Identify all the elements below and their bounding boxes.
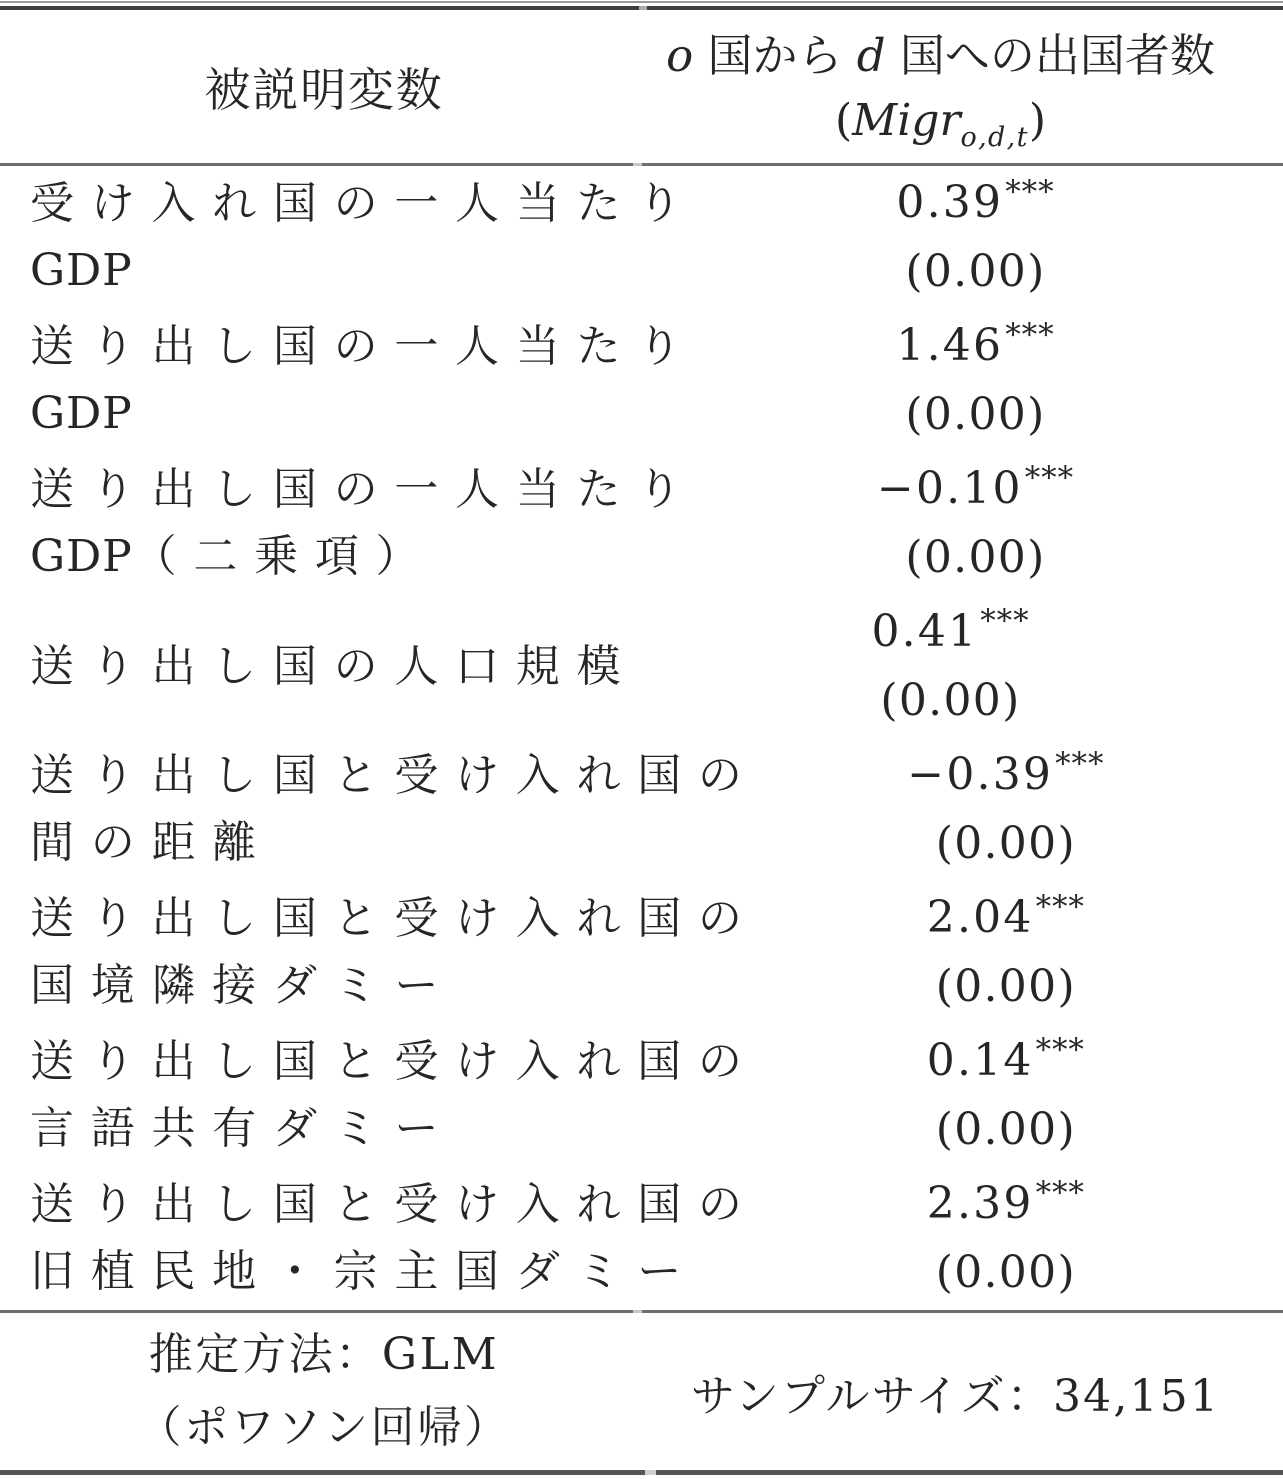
coefficient-value bbox=[927, 1032, 1085, 1094]
standard-error: (0.00) bbox=[935, 1104, 1076, 1156]
value-cell bbox=[698, 452, 1283, 595]
significance-stars: *** bbox=[1055, 745, 1105, 782]
coefficient-number: 2.04 bbox=[926, 891, 1034, 943]
significance-stars: *** bbox=[980, 602, 1030, 639]
significance-stars: *** bbox=[1035, 888, 1085, 925]
label-line1: 送り出し国と受け入れ国の bbox=[30, 750, 759, 801]
label-line2-cjk: 間の距離 bbox=[30, 817, 273, 868]
standard-error: (0.00) bbox=[905, 532, 1046, 584]
table-row-colonial-dummy bbox=[0, 1167, 1283, 1310]
significance-stars: *** bbox=[1005, 316, 1055, 353]
standard-error: (0.00) bbox=[905, 389, 1046, 441]
table-row-origin-gdp bbox=[0, 309, 1283, 452]
value-cell bbox=[759, 881, 1283, 1024]
top-rule-thin bbox=[0, 1, 1283, 3]
value-cell bbox=[648, 595, 1283, 738]
variable-label bbox=[0, 309, 698, 452]
table-row-common-language-dummy bbox=[0, 1024, 1283, 1167]
label-line1: 送り出し国と受け入れ国の bbox=[30, 893, 759, 944]
standard-error: (0.00) bbox=[935, 1247, 1076, 1299]
coefficient-number: 0.14 bbox=[926, 1034, 1034, 1086]
label-line1: 送り出し国の一人当たり bbox=[30, 321, 698, 372]
label-line2-cjk: （二乗項） bbox=[132, 531, 437, 582]
coefficient-value bbox=[871, 603, 1029, 665]
variable-label bbox=[0, 452, 698, 595]
paren-close: ) bbox=[1028, 94, 1046, 146]
header-text: 国から bbox=[693, 28, 857, 82]
label-line2-latin: GDP bbox=[30, 245, 133, 296]
variable-label bbox=[0, 738, 759, 881]
table-row-distance bbox=[0, 738, 1283, 881]
standard-error: (0.00) bbox=[935, 961, 1076, 1013]
label-line2-latin: GDP bbox=[30, 531, 133, 582]
value-cell bbox=[759, 1024, 1283, 1167]
label-line1: 送り出し国と受け入れ国の bbox=[30, 1036, 759, 1087]
paren-open: ( bbox=[835, 94, 853, 146]
coefficient-value bbox=[927, 1175, 1085, 1237]
sample-size: サンプルサイズ：34,151 bbox=[690, 1370, 1221, 1422]
estimation-method-line2: （ポワソン回帰） bbox=[137, 1401, 511, 1453]
estimation-method bbox=[0, 1313, 648, 1470]
variable-label bbox=[0, 166, 698, 309]
variable-label bbox=[0, 881, 759, 1024]
value-cell bbox=[698, 166, 1283, 309]
table-row-contiguity-dummy bbox=[0, 881, 1283, 1024]
label-line1: 送り出し国と受け入れ国の bbox=[30, 1179, 759, 1230]
standard-error: (0.00) bbox=[935, 818, 1076, 870]
table-body bbox=[0, 166, 1283, 1310]
standard-error: (0.00) bbox=[880, 675, 1021, 727]
variable-label bbox=[0, 1024, 759, 1167]
label-line2-cjk: 言語共有ダミー bbox=[30, 1103, 456, 1154]
label-line2-cjk: 国境隣接ダミー bbox=[30, 960, 456, 1011]
header-text: 国への出国者数 bbox=[885, 28, 1215, 82]
migr-symbol: Migr bbox=[852, 94, 961, 146]
estimation-method-line1: 推定方法：GLM bbox=[148, 1329, 500, 1381]
origin-symbol: o bbox=[666, 28, 694, 82]
destination-symbol: d bbox=[856, 28, 886, 82]
label-line1: 送り出し国の人口規模 bbox=[30, 640, 638, 692]
table-header-row bbox=[0, 10, 1283, 163]
coefficient-value bbox=[927, 889, 1085, 951]
variable-label bbox=[0, 595, 648, 738]
migr-subscript: o,d,t bbox=[960, 121, 1029, 153]
coefficient-number: 0.39 bbox=[896, 176, 1004, 228]
migration-variable-notation bbox=[835, 94, 1046, 153]
coefficient-number: 1.46 bbox=[896, 319, 1004, 371]
dependent-variable-label: 被説明変数 bbox=[204, 62, 444, 117]
value-cell bbox=[759, 738, 1283, 881]
significance-stars: *** bbox=[1024, 459, 1075, 496]
sample-size-cell bbox=[648, 1313, 1283, 1470]
label-line1: 送り出し国の一人当たり bbox=[30, 464, 698, 515]
bottom-rule bbox=[0, 1470, 1283, 1475]
significance-stars: *** bbox=[1035, 1031, 1085, 1068]
coefficient-value bbox=[907, 746, 1104, 808]
coefficient-value bbox=[877, 460, 1074, 522]
standard-error: (0.00) bbox=[905, 246, 1046, 298]
coefficient-value bbox=[896, 174, 1054, 236]
coefficient-number: 2.39 bbox=[926, 1177, 1034, 1229]
value-cell bbox=[698, 309, 1283, 452]
coefficient-number: −0.10 bbox=[876, 462, 1023, 514]
coefficient-number: 0.41 bbox=[871, 605, 979, 657]
coefficient-value bbox=[896, 317, 1054, 379]
label-line1: 受け入れ国の一人当たり bbox=[30, 178, 698, 229]
variable-label bbox=[0, 1167, 759, 1310]
label-line2-cjk: 旧植民地・宗主国ダミー bbox=[30, 1246, 698, 1297]
table-row-origin-population bbox=[0, 595, 1283, 738]
dependent-variable-header bbox=[648, 10, 1283, 163]
coefficient-number: −0.39 bbox=[907, 748, 1054, 800]
dependent-variable-title bbox=[666, 28, 1215, 82]
table-row-destination-gdp bbox=[0, 166, 1283, 309]
significance-stars: *** bbox=[1005, 173, 1055, 210]
label-line2-latin: GDP bbox=[30, 388, 133, 439]
significance-stars: *** bbox=[1035, 1174, 1085, 1211]
table-footer-row bbox=[0, 1313, 1283, 1470]
value-cell bbox=[759, 1167, 1283, 1310]
table-row-origin-gdp-squared bbox=[0, 452, 1283, 595]
